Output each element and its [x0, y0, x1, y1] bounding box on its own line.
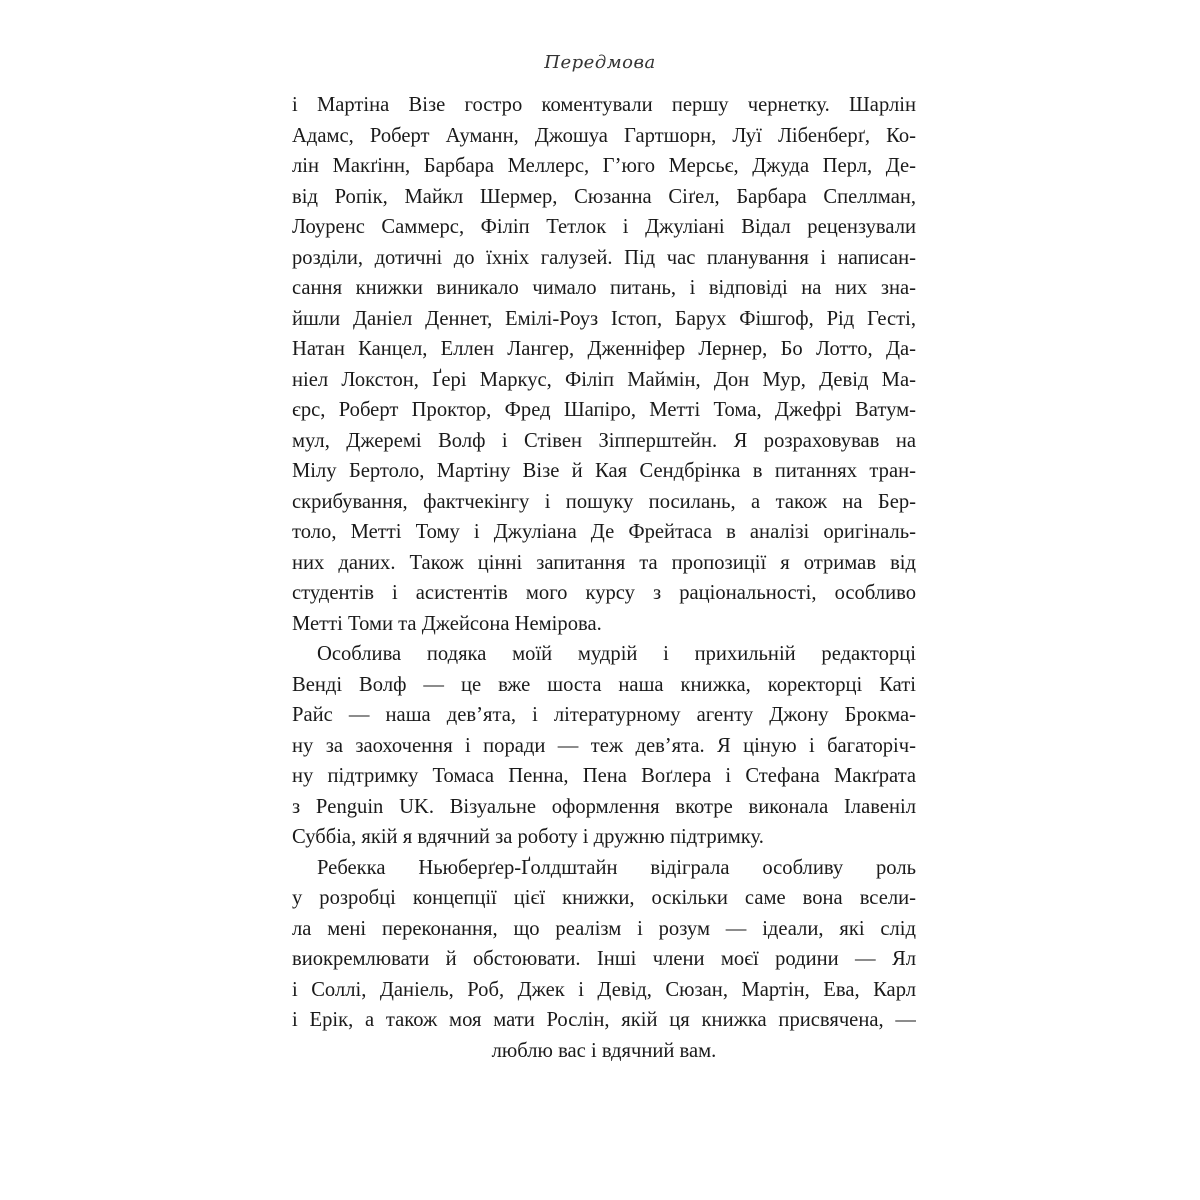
text-line: ла мені переконання, що реалізм і розум — ідеали, які слід	[292, 917, 916, 940]
text-line: розділи, дотичні до їхніх галузей. Під час планування і написан-	[292, 246, 916, 269]
body-text	[292, 90, 916, 1066]
text-line: з Penguin UK. Візуальне оформлення вкотре виконала Ілавеніл	[292, 795, 916, 818]
text-line: Особлива подяка моїй мудрій і прихильній редакторці	[317, 643, 916, 665]
text-line: лін Макґінн, Барбара Меллерс, Г’юго Мерсьє, Джуда Перл, Де-	[292, 155, 916, 177]
text-line: Лоуренс Саммерс, Філіп Тетлок і Джуліані Відал рецензували	[292, 216, 916, 238]
text-line: Мілу Бертоло, Мартіну Візе й Кая Сендбрінка в питаннях тран-	[292, 460, 916, 482]
text-line: ну за заохочення і поради — теж дев’ята. Я ціную і багаторіч-	[292, 734, 916, 757]
text-line: єрс, Роберт Проктор, Фред Шапіро, Метті Тома, Джефрі Ватум-	[292, 399, 916, 421]
running-head: Передмова	[544, 52, 656, 73]
text-line: люблю вас і вдячний вам.	[491, 1039, 717, 1062]
text-line: Метті Томи та Джейсона Немірова.	[292, 612, 602, 635]
text-line: йшли Даніел Деннет, Емілі-Роуз Істоп, Барух Фішгоф, Рід Гесті,	[292, 307, 916, 330]
text-line: студентів і асистентів мого курсу з раціональності, особливо	[292, 582, 916, 604]
text-line: і Мартіна Візе гостро коментували першу чернетку. Шарлін	[292, 94, 916, 116]
text-line: ніел Локстон, Ґері Маркус, Філіп Маймін, Дон Мур, Девід Ма-	[292, 368, 916, 391]
text-line: у розробці концепції цієї книжки, оскільки саме вона всели-	[292, 887, 916, 909]
text-line: і Ерік, а також моя мати Рослін, якій ця книжка присвячена, —	[292, 1009, 916, 1031]
text-line: виокремлювати й обстоювати. Інші члени моєї родини — Ял	[292, 948, 916, 970]
text-line: сання книжки виникало чимало питань, і відповіді на них зна-	[292, 277, 916, 299]
text-line: і Соллі, Даніель, Роб, Джек і Девід, Сюзан, Мартін, Ева, Карл	[292, 978, 916, 1001]
text-line: ну підтримку Томаса Пенна, Пена Воґлера і Стефана Макґрата	[292, 765, 916, 787]
text-line: них даних. Також цінні запитання та пропозиції я отримав від	[292, 551, 916, 574]
text-line: мул, Джеремі Волф і Стівен Зіпперштейн. Я розраховував на	[292, 429, 916, 452]
text-line: скрибування, фактчекінгу і пошуку посилань, а також на Бер-	[292, 490, 916, 513]
text-line: Райс — наша дев’ята, і літературному агенту Джону Брокма-	[292, 704, 916, 726]
text-line: Венді Волф — це вже шоста наша книжка, коректорці Каті	[292, 673, 916, 696]
text-line: Натан Канцел, Еллен Лангер, Дженніфер Лернер, Бо Лотто, Да-	[292, 338, 916, 360]
text-line: толо, Метті Тому і Джуліана Де Фрейтаса в аналізі оригіналь-	[292, 521, 916, 543]
text-line: від Ропік, Майкл Шермер, Сюзанна Сіґел, Барбара Спеллман,	[292, 185, 916, 208]
text-line: Ребекка Ньюберґер-Ґолдштайн відіграла особливу роль	[317, 856, 916, 879]
text-line: Адамс, Роберт Ауманн, Джошуа Гартшорн, Луї Лібенберґ, Ко-	[292, 124, 916, 147]
text-line: Суббіа, якій я вдячний за роботу і дружню підтримку.	[292, 826, 764, 848]
